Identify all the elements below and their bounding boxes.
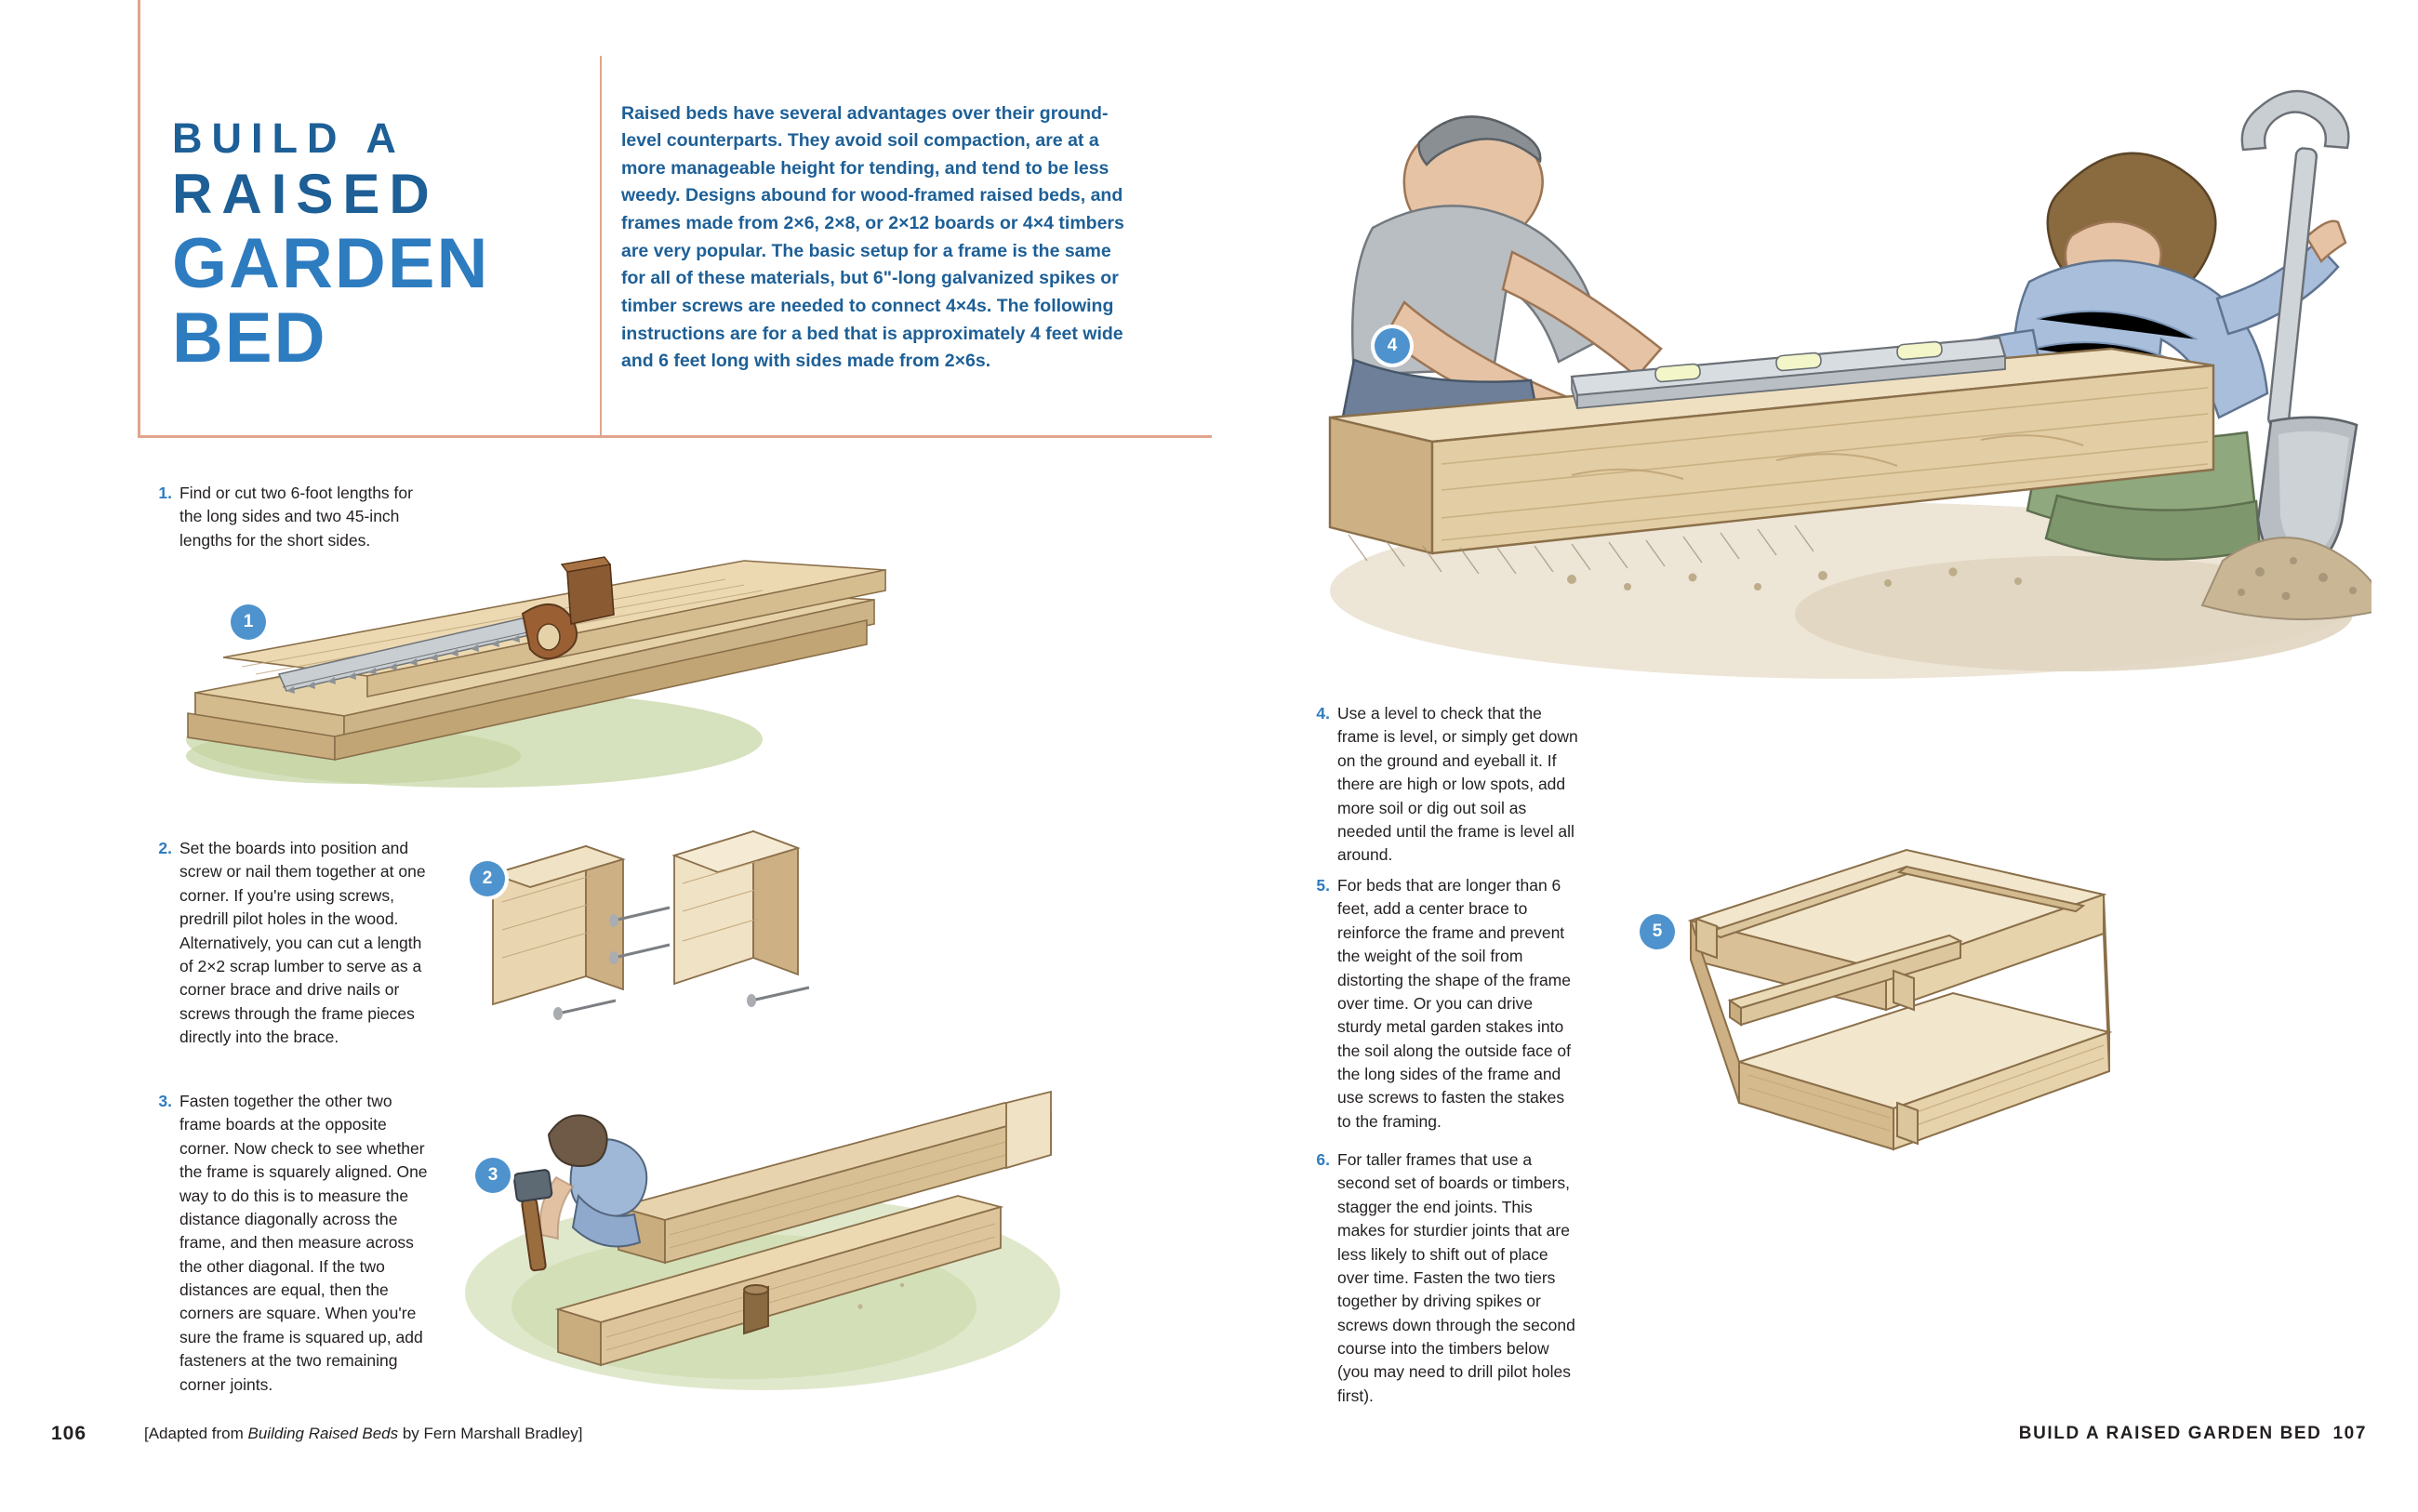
title-line-2: RAISED <box>172 163 439 226</box>
step-4-text: Use a level to check that the frame is level, or simply get down on the ground and eyeball it. If there are high or low spots, add more soil or dig out soil as needed until the frame is level all around. <box>1337 704 1578 865</box>
source-credit <box>144 1425 583 1443</box>
step-4-number: 4. <box>1316 704 1330 723</box>
divider-vertical-left <box>138 0 140 437</box>
page-title <box>172 116 572 376</box>
step-2 <box>144 837 432 1049</box>
callout-badge-4: 4 <box>1375 328 1410 364</box>
step-1 <box>144 482 432 552</box>
step-1-number: 1. <box>158 484 172 502</box>
callout-badge-2: 2 <box>470 861 505 896</box>
step-3-number: 3. <box>158 1092 172 1110</box>
page-number-left: 106 <box>51 1423 87 1444</box>
credit-prefix: [Adapted from <box>144 1425 248 1442</box>
step-6 <box>1302 1148 1581 1408</box>
step-6-number: 6. <box>1316 1150 1330 1169</box>
step-6-text: For taller frames that use a second set of boards or timbers, stagger the end joints. This makes for sturdier joints that are less likely to shift out of place over time. Fasten the two tiers together by driving spikes or screws down through the second course into the timbers below (you may need to drill pilot holes first). <box>1337 1150 1575 1405</box>
title-line-3: GARDEN BED <box>172 224 490 378</box>
step-5-number: 5. <box>1316 876 1330 895</box>
callout-badge-5: 5 <box>1640 914 1675 949</box>
step-3-text: Fasten together the other two frame boards at the opposite corner. Now check to see whether the frame is squarely aligned. One way to do this is to measure the distance diagonally across the frame, and then measure across the other diagonal. If the two distances are equal, then the corners are square. When you're sure the frame is squared up, add fasteners at the two remaining corner joints. <box>179 1092 428 1394</box>
credit-suffix: by Fern Marshall Bradley] <box>398 1425 583 1442</box>
step-5-text: For beds that are longer than 6 feet, add a center brace to reinforce the frame and prevent the weight of the soil from distorting the shape of the frame over time. Or you can drive sturdy metal garden stakes into the soil along the outside face of the long sides of the frame and use screws to fasten the stakes to the framing. <box>1337 876 1572 1131</box>
illustration-assembling-frame <box>437 1014 1088 1404</box>
step-2-text: Set the boards into position and screw or nail them together at one corner. If you're using screws, predrill pilot holes in the wood. Alternatively, you can cut a length of 2×2 scrap lumber to serve as a corner brace and drive nails or screws through the frame pieces directly into the brace. <box>179 839 426 1046</box>
step-3 <box>144 1090 432 1397</box>
callout-badge-3: 3 <box>475 1158 511 1193</box>
step-2-number: 2. <box>158 839 172 857</box>
step-4 <box>1302 702 1581 868</box>
intro-paragraph: Raised beds have several advantages over their ground-level counterparts. They avoid soil compaction, are at a more manageable height for tending, and tend to be less weedy. Designs abound for wood-framed raised beds, and frames made from 2×6, 2×8, or 2×12 boards or 4×4 timbers are very popular. The basic setup for a frame is the same for all of these materials, but 6"-long galvanized spikes or timber screws are needed to connect 4×4s. The following instructions are for a bed that is approximately 4 feet wide and 6 feet long with sides made from 2×6s. <box>621 102 1124 372</box>
running-head <box>2019 1424 2367 1444</box>
title-line-1: BUILD A <box>172 114 405 162</box>
step-5 <box>1302 874 1581 1134</box>
callout-badge-1: 1 <box>231 604 266 640</box>
illustration-center-brace-frame <box>1674 818 2120 1209</box>
page-number-right: 107 <box>2332 1424 2367 1443</box>
divider-horizontal-top <box>138 435 1212 438</box>
running-head-title: BUILD A RAISED GARDEN BED <box>2018 1424 2322 1443</box>
step-1-text: Find or cut two 6-foot lengths for the long sides and two 45-inch lengths for the short sides. <box>179 484 413 550</box>
credit-book-title: Building Raised Beds <box>247 1425 399 1442</box>
divider-vertical-middle <box>600 56 602 437</box>
illustration-leveling-frame <box>1293 70 2372 702</box>
